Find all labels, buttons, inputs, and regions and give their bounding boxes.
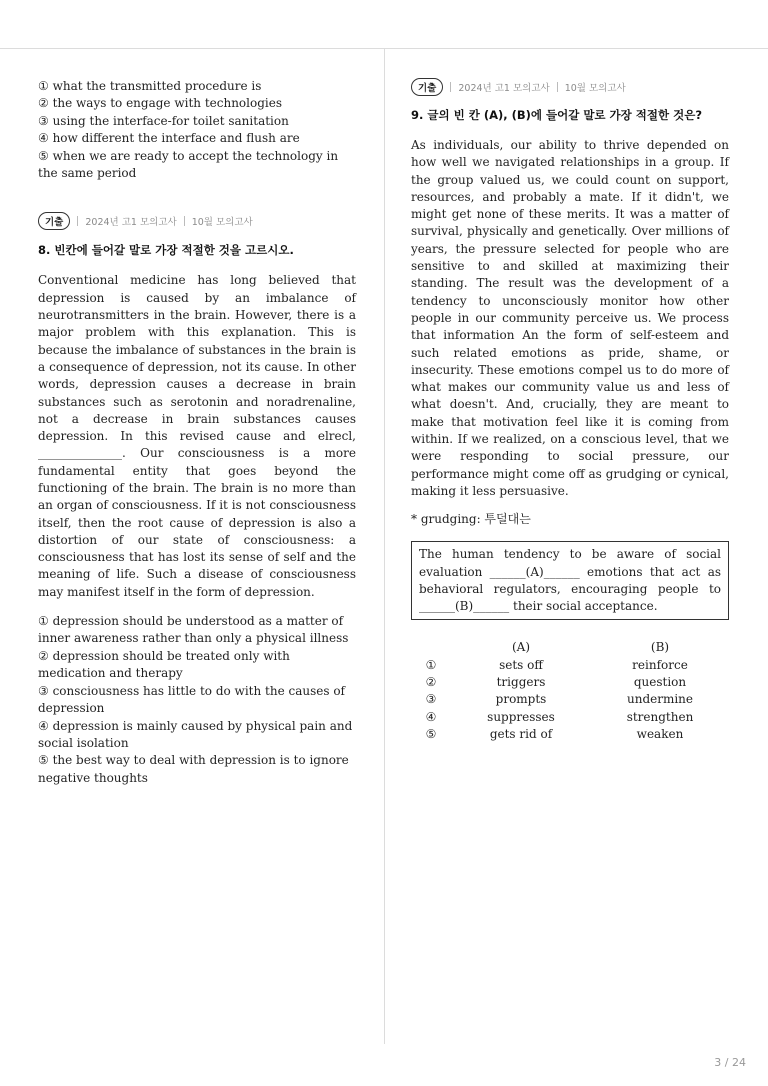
q8-exam-year: 2024년 고1 모의고사 <box>85 217 177 229</box>
answer-number: ① <box>425 657 437 672</box>
answer-number: ④ <box>425 709 437 724</box>
option-5: ⑤ when we are ready to accept the technology in the same period <box>38 148 339 181</box>
answer-a: gets rid of <box>489 727 553 742</box>
answer-b: undermine <box>626 692 694 707</box>
q9-passage: As individuals, our ability to thrive depended on how well we navigated relationships in a group. If the group valued us, we could count on support, resources, and probably a mate. If it didn't, we might get none of these merits. It was a matter of survival, physically and genetically. Over millions of years, the pressure selected for people who are sensitive to and skilled at maximizing their standing. The result was the development of a tendency to unconsciously monitor how other people in our community perceive us. We process that information An the form of self-esteem and such related emotions as pride, shame, or insecurity. These emotions compel us to do more of what makes our community value us and less of what doesn't. And, crucially, they are meant to make that motivation feel like it is coming from within. If we realized, on a conscious level, that we were responding to social pressure, our performance might come off as grudging or cynical, making it less persuasive. <box>411 138 729 498</box>
q9-tag-badge: 기출 <box>411 78 443 96</box>
answer-row <box>411 656 729 673</box>
answer-b: weaken <box>636 727 684 742</box>
q8-tag-badge: 기출 <box>38 212 70 230</box>
q8-title: 8. 빈칸에 들어갈 말로 가장 적절한 것을 고르시오. <box>38 243 294 258</box>
q9-exam-year: 2024년 고1 모의고사 <box>458 83 550 94</box>
answer-number: ② <box>425 674 437 689</box>
q9-answer-table <box>411 638 729 742</box>
answer-b: question <box>633 674 687 689</box>
answer-b: strengthen <box>626 709 694 724</box>
separator <box>184 216 185 226</box>
q9-source-line <box>411 78 729 96</box>
option-1: ① what the transmitted procedure is <box>38 79 262 93</box>
separator <box>77 216 78 226</box>
answer-a: prompts <box>495 692 547 707</box>
q9-summary-box: The human tendency to be aware of social evaluation ______(A)______ emotions that act as behavioral regulators, encouraging people to ______(B)______ their social acceptance. <box>411 541 729 620</box>
separator <box>450 82 451 92</box>
previous-question-options <box>38 78 356 182</box>
q8-source-line <box>38 212 356 230</box>
column-b-header: (B) <box>650 640 670 655</box>
answer-a: triggers <box>496 674 546 689</box>
q8-passage: Conventional medicine has long believed that depression is caused by an imbalance of neurotransmitters in the brain. However, there is a major problem with this explanation. This is because the imbalance of substances in the brain is a consequence of depression, not its cause. In other words, depression causes a decrease in brain substances such as serotonin and noradrenaline, not a decrease in brain substances causes depression. In this revised cause and elrecl, ______________. Our consciousness is a more fundamental entity that goes beyond the functioning of the brain. The brain is no more than an organ of consciousness. If it is not consciousness itself, then the root cause of depression is also a distortion of our state of consciousness: a consciousness that has lost its sense of self and the meaning of life. Such a disease of consciousness may manifest itself in the form of depression. <box>38 273 356 599</box>
q8-option-5: ⑤ the best way to deal with depression is to ignore negative thoughts <box>38 753 349 785</box>
column-a-header: (A) <box>511 640 531 655</box>
q9-footnote: * grudging: 투덜대는 <box>411 512 531 527</box>
q8-option-3: ③ consciousness has little to do with the causes of depression <box>38 683 345 716</box>
answer-row <box>411 708 729 725</box>
option-2: ② the ways to engage with technologies <box>38 96 282 111</box>
answer-number: ③ <box>425 692 437 707</box>
q8-option-2: ② depression should be treated only with medication and therapy <box>38 648 290 681</box>
q8-exam-month: 10월 모의고사 <box>191 217 253 229</box>
answer-row <box>411 691 729 708</box>
q9-title: 9. 글의 빈 칸 (A), (B)에 들어갈 말로 가장 적절한 것은? <box>411 108 702 122</box>
option-3: ③ using the interface-for toilet sanitation <box>38 113 289 128</box>
answer-header-row <box>411 638 729 655</box>
answer-b: reinforce <box>632 657 688 672</box>
option-4: ④ how different the interface and flush are <box>38 131 300 146</box>
q9-exam-month: 10월 모의고사 <box>564 83 626 94</box>
answer-number: ⑤ <box>425 727 437 742</box>
answer-a: suppresses <box>487 709 555 724</box>
right-column <box>411 78 729 743</box>
q8-option-1: ① depression should be understood as a matter of inner awareness rather than only a physical illness <box>38 614 349 646</box>
q8-option-4: ④ depression is mainly caused by physical pain and social isolation <box>38 718 353 750</box>
column-divider <box>384 49 385 1044</box>
answer-row <box>411 673 729 690</box>
page-number: 3 / 24 <box>714 1056 746 1069</box>
q8-options <box>38 613 356 787</box>
left-column <box>38 78 356 787</box>
answer-a: sets off <box>499 657 543 672</box>
answer-row <box>411 725 729 742</box>
separator <box>557 82 558 92</box>
